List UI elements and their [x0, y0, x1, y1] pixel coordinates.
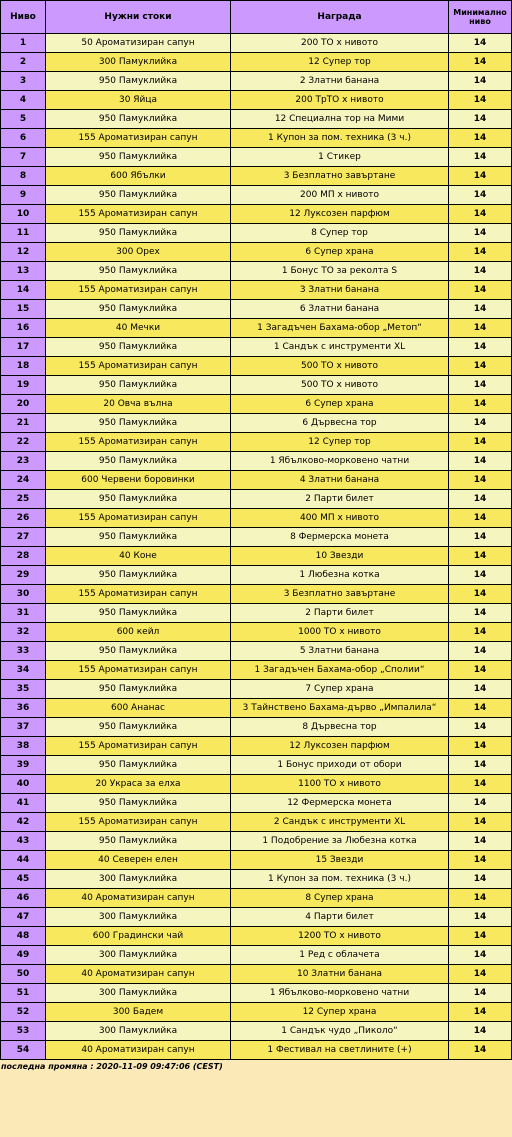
- table-row: [1, 851, 512, 870]
- row-level: 1: [1, 34, 46, 53]
- table-row: [1, 148, 512, 167]
- table-row: [1, 585, 512, 604]
- row-reward: 15 Звезди: [231, 851, 449, 870]
- table-row: [1, 262, 512, 281]
- table-row: [1, 452, 512, 471]
- row-level: 14: [1, 281, 46, 300]
- row-goods: 155 Ароматизиран сапун: [46, 813, 231, 832]
- row-reward: 2 Парти билет: [231, 604, 449, 623]
- row-goods: 950 Памуклийка: [46, 756, 231, 775]
- row-level: 4: [1, 91, 46, 110]
- row-goods: 950 Памуклийка: [46, 680, 231, 699]
- table-row: [1, 319, 512, 338]
- row-level: 46: [1, 889, 46, 908]
- table-row: [1, 395, 512, 414]
- table-row: [1, 357, 512, 376]
- row-reward: 3 Тайнствено Бахама-дърво „Импалила“: [231, 699, 449, 718]
- table-row: [1, 794, 512, 813]
- row-min-level: 14: [449, 642, 512, 661]
- row-reward: 200 МП x нивото: [231, 186, 449, 205]
- row-reward: 12 Супер храна: [231, 1003, 449, 1022]
- row-min-level: 14: [449, 53, 512, 72]
- row-reward: 4 Златни банана: [231, 471, 449, 490]
- row-min-level: 14: [449, 604, 512, 623]
- table-row: [1, 471, 512, 490]
- row-reward: 6 Златни банана: [231, 300, 449, 319]
- row-goods: 950 Памуклийка: [46, 642, 231, 661]
- row-reward: 12 Специална тор на Мими: [231, 110, 449, 129]
- row-level: 7: [1, 148, 46, 167]
- table-row: [1, 889, 512, 908]
- table-row: [1, 376, 512, 395]
- row-goods: 155 Ароматизиран сапун: [46, 357, 231, 376]
- last-modified: последна промяна : 2020-11-09 09:47:06 (CEST): [1, 1062, 223, 1071]
- row-level: 12: [1, 243, 46, 262]
- row-min-level: 14: [449, 319, 512, 338]
- row-min-level: 14: [449, 756, 512, 775]
- row-reward: 2 Парти билет: [231, 490, 449, 509]
- row-reward: 1 Ябълково-морковено чатни: [231, 452, 449, 471]
- row-goods: 600 Червени боровинки: [46, 471, 231, 490]
- row-goods: 950 Памуклийка: [46, 186, 231, 205]
- row-goods: 20 Овча вълна: [46, 395, 231, 414]
- table-row: [1, 870, 512, 889]
- row-goods: 155 Ароматизиран сапун: [46, 433, 231, 452]
- row-reward: 1 Загадъчен Бахама-обор „Сполии“: [231, 661, 449, 680]
- table-row: [1, 205, 512, 224]
- row-goods: 155 Ароматизиран сапун: [46, 737, 231, 756]
- table-row: [1, 680, 512, 699]
- row-min-level: 14: [449, 338, 512, 357]
- row-reward: 10 Златни банана: [231, 965, 449, 984]
- row-goods: 40 Коне: [46, 547, 231, 566]
- row-reward: 1 Ябълково-морковено чатни: [231, 984, 449, 1003]
- table-row: [1, 281, 512, 300]
- row-level: 37: [1, 718, 46, 737]
- row-reward: 1 Купон за пом. техника (3 ч.): [231, 870, 449, 889]
- row-reward: 6 Супер храна: [231, 395, 449, 414]
- row-goods: 950 Памуклийка: [46, 452, 231, 471]
- table-row: [1, 566, 512, 585]
- table-row: [1, 243, 512, 262]
- row-goods: 155 Ароматизиран сапун: [46, 205, 231, 224]
- row-goods: 950 Памуклийка: [46, 490, 231, 509]
- row-level: 20: [1, 395, 46, 414]
- row-min-level: 14: [449, 946, 512, 965]
- row-level: 41: [1, 794, 46, 813]
- table-row: [1, 604, 512, 623]
- row-min-level: 14: [449, 547, 512, 566]
- row-goods: 300 Орех: [46, 243, 231, 262]
- table-row: [1, 718, 512, 737]
- table-row: [1, 908, 512, 927]
- row-level: 44: [1, 851, 46, 870]
- row-level: 49: [1, 946, 46, 965]
- row-reward: 5 Златни банана: [231, 642, 449, 661]
- row-reward: 12 Супер тор: [231, 433, 449, 452]
- row-min-level: 14: [449, 91, 512, 110]
- row-min-level: 14: [449, 376, 512, 395]
- table-row: [1, 53, 512, 72]
- row-level: 50: [1, 965, 46, 984]
- row-min-level: 14: [449, 832, 512, 851]
- row-reward: 8 Фермерска монета: [231, 528, 449, 547]
- row-goods: 40 Ароматизиран сапун: [46, 965, 231, 984]
- row-reward: 2 Златни банана: [231, 72, 449, 91]
- row-goods: 40 Северен елен: [46, 851, 231, 870]
- row-level: 22: [1, 433, 46, 452]
- row-level: 26: [1, 509, 46, 528]
- row-level: 5: [1, 110, 46, 129]
- table-row: [1, 965, 512, 984]
- row-reward: 8 Супер храна: [231, 889, 449, 908]
- table-row: [1, 775, 512, 794]
- row-goods: 20 Украса за елха: [46, 775, 231, 794]
- row-min-level: 14: [449, 775, 512, 794]
- row-goods: 600 Ябълки: [46, 167, 231, 186]
- row-goods: 950 Памуклийка: [46, 300, 231, 319]
- row-goods: 300 Памуклийка: [46, 1022, 231, 1041]
- row-level: 42: [1, 813, 46, 832]
- row-level: 51: [1, 984, 46, 1003]
- row-min-level: 14: [449, 167, 512, 186]
- row-goods: 40 Ароматизиран сапун: [46, 1041, 231, 1060]
- row-reward: 400 МП x нивото: [231, 509, 449, 528]
- row-goods: 950 Памуклийка: [46, 566, 231, 585]
- row-level: 8: [1, 167, 46, 186]
- row-reward: 8 Супер тор: [231, 224, 449, 243]
- row-goods: 300 Памуклийка: [46, 908, 231, 927]
- row-min-level: 14: [449, 718, 512, 737]
- row-min-level: 14: [449, 1003, 512, 1022]
- row-level: 31: [1, 604, 46, 623]
- row-reward: 200 ТрТО x нивото: [231, 91, 449, 110]
- row-min-level: 14: [449, 129, 512, 148]
- row-min-level: 14: [449, 414, 512, 433]
- row-level: 25: [1, 490, 46, 509]
- row-min-level: 14: [449, 851, 512, 870]
- row-level: 29: [1, 566, 46, 585]
- row-level: 36: [1, 699, 46, 718]
- row-min-level: 14: [449, 794, 512, 813]
- row-reward: 1 Ред с облачета: [231, 946, 449, 965]
- row-reward: 500 ТО x нивото: [231, 357, 449, 376]
- row-level: 11: [1, 224, 46, 243]
- row-goods: 50 Ароматизиран сапун: [46, 34, 231, 53]
- row-level: 18: [1, 357, 46, 376]
- header-reward: Награда: [231, 1, 449, 34]
- row-level: 21: [1, 414, 46, 433]
- row-reward: 3 Безплатно завъртане: [231, 167, 449, 186]
- table-row: [1, 433, 512, 452]
- row-min-level: 14: [449, 452, 512, 471]
- row-goods: 300 Бадем: [46, 1003, 231, 1022]
- row-min-level: 14: [449, 357, 512, 376]
- row-reward: 6 Супер храна: [231, 243, 449, 262]
- row-reward: 1 Сандък чудо „Пиколо“: [231, 1022, 449, 1041]
- table-row: [1, 167, 512, 186]
- row-min-level: 14: [449, 908, 512, 927]
- row-goods: 155 Ароматизиран сапун: [46, 129, 231, 148]
- row-min-level: 14: [449, 262, 512, 281]
- row-reward: 12 Луксозен парфюм: [231, 205, 449, 224]
- row-level: 15: [1, 300, 46, 319]
- row-reward: 1 Бонус приходи от обори: [231, 756, 449, 775]
- table-row: [1, 661, 512, 680]
- row-reward: 1 Бонус ТО за реколта S: [231, 262, 449, 281]
- header-level: Ниво: [1, 1, 46, 34]
- row-level: 38: [1, 737, 46, 756]
- row-min-level: 14: [449, 509, 512, 528]
- table-row: [1, 110, 512, 129]
- row-min-level: 14: [449, 243, 512, 262]
- row-min-level: 14: [449, 395, 512, 414]
- row-goods: 155 Ароматизиран сапун: [46, 509, 231, 528]
- row-goods: 950 Памуклийка: [46, 376, 231, 395]
- row-reward: 200 ТО x нивото: [231, 34, 449, 53]
- row-min-level: 14: [449, 300, 512, 319]
- table-row: [1, 547, 512, 566]
- row-reward: 1100 ТО x нивото: [231, 775, 449, 794]
- row-goods: 300 Памуклийка: [46, 946, 231, 965]
- row-min-level: 14: [449, 566, 512, 585]
- row-goods: 600 Градински чай: [46, 927, 231, 946]
- row-reward: 12 Луксозен парфюм: [231, 737, 449, 756]
- row-min-level: 14: [449, 661, 512, 680]
- header-min-level: Минимално ниво: [449, 1, 512, 34]
- row-min-level: 14: [449, 205, 512, 224]
- table-row: [1, 1022, 512, 1041]
- table-row: [1, 1041, 512, 1060]
- row-goods: 40 Ароматизиран сапун: [46, 889, 231, 908]
- row-goods: 300 Памуклийка: [46, 984, 231, 1003]
- row-reward: 2 Сандък с инструменти XL: [231, 813, 449, 832]
- row-goods: 950 Памуклийка: [46, 224, 231, 243]
- row-min-level: 14: [449, 1041, 512, 1060]
- row-level: 52: [1, 1003, 46, 1022]
- row-min-level: 14: [449, 528, 512, 547]
- row-level: 33: [1, 642, 46, 661]
- row-min-level: 14: [449, 585, 512, 604]
- table-row: [1, 927, 512, 946]
- row-level: 48: [1, 927, 46, 946]
- table-row: [1, 756, 512, 775]
- row-level: 39: [1, 756, 46, 775]
- row-goods: 950 Памуклийка: [46, 338, 231, 357]
- row-reward: 12 Фермерска монета: [231, 794, 449, 813]
- row-min-level: 14: [449, 110, 512, 129]
- row-goods: 950 Памуклийка: [46, 528, 231, 547]
- table-row: [1, 490, 512, 509]
- row-level: 45: [1, 870, 46, 889]
- row-min-level: 14: [449, 870, 512, 889]
- row-reward: 12 Супер тор: [231, 53, 449, 72]
- row-min-level: 14: [449, 186, 512, 205]
- row-min-level: 14: [449, 965, 512, 984]
- table-row: [1, 623, 512, 642]
- table-row: [1, 72, 512, 91]
- row-reward: 1 Купон за пом. техника (3 ч.): [231, 129, 449, 148]
- row-level: 6: [1, 129, 46, 148]
- table-row: [1, 528, 512, 547]
- row-min-level: 14: [449, 1022, 512, 1041]
- row-goods: 300 Памуклийка: [46, 870, 231, 889]
- row-reward: 1200 ТО x нивото: [231, 927, 449, 946]
- row-level: 10: [1, 205, 46, 224]
- row-goods: 155 Ароматизиран сапун: [46, 585, 231, 604]
- row-goods: 155 Ароматизиран сапун: [46, 281, 231, 300]
- row-goods: 950 Памуклийка: [46, 72, 231, 91]
- row-level: 17: [1, 338, 46, 357]
- row-level: 53: [1, 1022, 46, 1041]
- table-row: [1, 414, 512, 433]
- table-row: [1, 642, 512, 661]
- row-level: 19: [1, 376, 46, 395]
- table-row: [1, 224, 512, 243]
- row-goods: 950 Памуклийка: [46, 414, 231, 433]
- row-reward: 3 Безплатно завъртане: [231, 585, 449, 604]
- row-reward: 500 ТО x нивото: [231, 376, 449, 395]
- row-level: 2: [1, 53, 46, 72]
- row-goods: 300 Памуклийка: [46, 53, 231, 72]
- row-min-level: 14: [449, 471, 512, 490]
- table-row: [1, 338, 512, 357]
- row-min-level: 14: [449, 737, 512, 756]
- table-header-row: [1, 1, 512, 34]
- row-goods: 950 Памуклийка: [46, 794, 231, 813]
- row-level: 34: [1, 661, 46, 680]
- table-row: [1, 300, 512, 319]
- table-body: [1, 34, 512, 1060]
- row-min-level: 14: [449, 813, 512, 832]
- row-reward: 8 Дървесна тор: [231, 718, 449, 737]
- row-level: 13: [1, 262, 46, 281]
- row-reward: 1000 ТО x нивото: [231, 623, 449, 642]
- row-goods: 950 Памуклийка: [46, 718, 231, 737]
- row-min-level: 14: [449, 433, 512, 452]
- row-level: 23: [1, 452, 46, 471]
- row-level: 30: [1, 585, 46, 604]
- row-goods: 600 Ананас: [46, 699, 231, 718]
- row-min-level: 14: [449, 680, 512, 699]
- row-min-level: 14: [449, 699, 512, 718]
- table-row: [1, 91, 512, 110]
- row-goods: 950 Памуклийка: [46, 148, 231, 167]
- row-reward: 1 Стикер: [231, 148, 449, 167]
- row-min-level: 14: [449, 984, 512, 1003]
- row-level: 9: [1, 186, 46, 205]
- row-level: 47: [1, 908, 46, 927]
- row-goods: 155 Ароматизиран сапун: [46, 661, 231, 680]
- table-row: [1, 984, 512, 1003]
- row-reward: 1 Любезна котка: [231, 566, 449, 585]
- row-reward: 10 Звезди: [231, 547, 449, 566]
- row-goods: 40 Мечки: [46, 319, 231, 338]
- row-level: 24: [1, 471, 46, 490]
- table-row: [1, 34, 512, 53]
- row-level: 3: [1, 72, 46, 91]
- row-level: 27: [1, 528, 46, 547]
- row-goods: 30 Яйца: [46, 91, 231, 110]
- row-min-level: 14: [449, 490, 512, 509]
- table-row: [1, 813, 512, 832]
- row-min-level: 14: [449, 224, 512, 243]
- row-level: 54: [1, 1041, 46, 1060]
- table-row: [1, 737, 512, 756]
- table-row: [1, 509, 512, 528]
- table-row: [1, 946, 512, 965]
- row-reward: 4 Парти билет: [231, 908, 449, 927]
- row-reward: 7 Супер храна: [231, 680, 449, 699]
- row-reward: 1 Подобрение за Любезна котка: [231, 832, 449, 851]
- row-min-level: 14: [449, 148, 512, 167]
- row-level: 40: [1, 775, 46, 794]
- table-row: [1, 186, 512, 205]
- row-min-level: 14: [449, 927, 512, 946]
- row-min-level: 14: [449, 623, 512, 642]
- row-level: 32: [1, 623, 46, 642]
- row-min-level: 14: [449, 72, 512, 91]
- row-level: 16: [1, 319, 46, 338]
- row-reward: 1 Сандък с инструменти XL: [231, 338, 449, 357]
- row-level: 35: [1, 680, 46, 699]
- row-reward: 3 Златни банана: [231, 281, 449, 300]
- row-min-level: 14: [449, 889, 512, 908]
- row-min-level: 14: [449, 34, 512, 53]
- row-reward: 1 Фестивал на светлините (+): [231, 1041, 449, 1060]
- row-goods: 950 Памуклийка: [46, 604, 231, 623]
- row-goods: 600 кейл: [46, 623, 231, 642]
- row-reward: 1 Загадъчен Бахама-обор „Метоп“: [231, 319, 449, 338]
- table-row: [1, 699, 512, 718]
- row-level: 43: [1, 832, 46, 851]
- table-row: [1, 1003, 512, 1022]
- table-row: [1, 832, 512, 851]
- row-goods: 950 Памуклийка: [46, 262, 231, 281]
- row-goods: 950 Памуклийка: [46, 832, 231, 851]
- row-goods: 950 Памуклийка: [46, 110, 231, 129]
- header-goods: Нужни стоки: [46, 1, 231, 34]
- row-level: 28: [1, 547, 46, 566]
- table-row: [1, 129, 512, 148]
- row-min-level: 14: [449, 281, 512, 300]
- row-reward: 6 Дървесна тор: [231, 414, 449, 433]
